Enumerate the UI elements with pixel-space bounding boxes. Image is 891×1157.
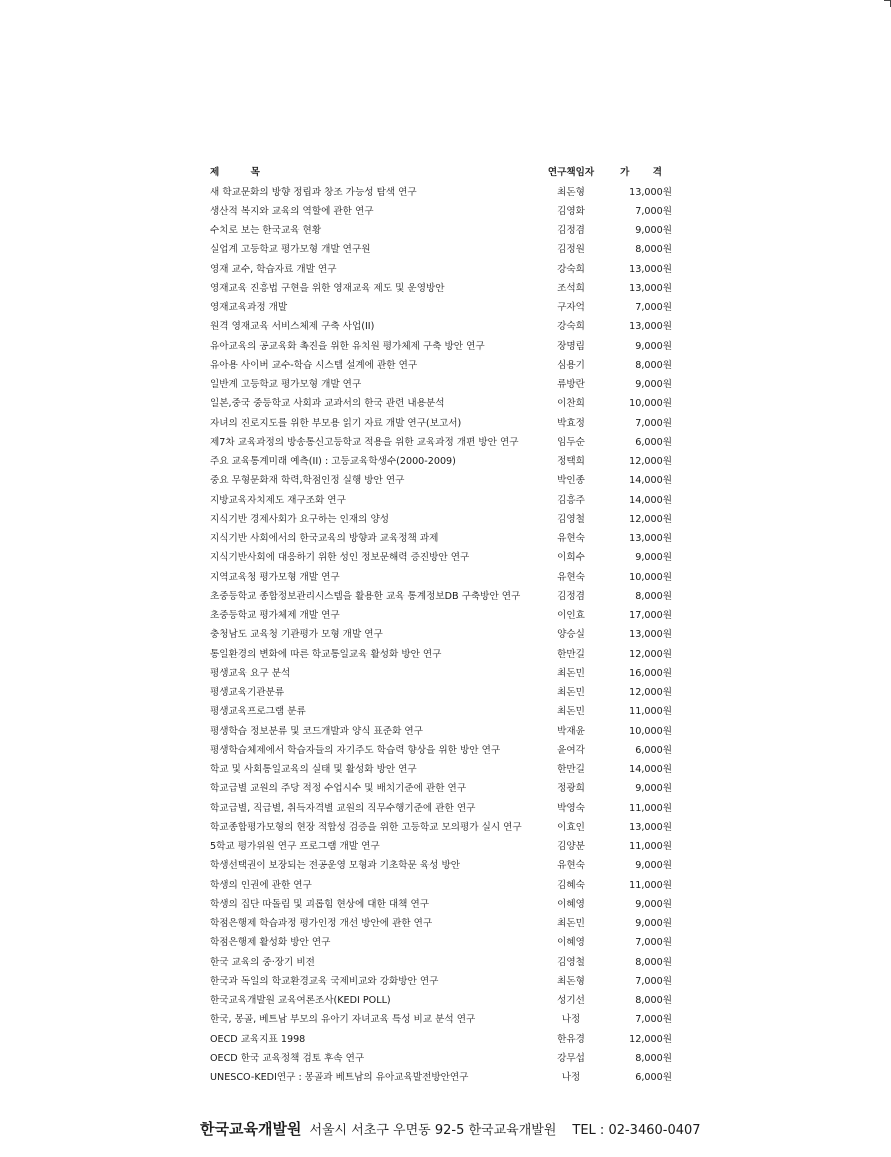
item-price: 8,000원 — [635, 359, 672, 371]
item-price: 8,000원 — [635, 590, 672, 602]
item-price: 11,000원 — [629, 706, 672, 718]
item-price: 8,000원 — [635, 995, 672, 1007]
list-item — [210, 181, 672, 200]
item-author: 김혜숙 — [557, 879, 585, 891]
item-author: 류방란 — [557, 379, 585, 391]
item-author: 최돈민 — [557, 918, 585, 930]
item-price: 11,000원 — [629, 841, 672, 853]
item-title: 평생교육 요구 분석 — [210, 667, 291, 679]
item-title: 한국과 독일의 학교환경교육 국제비교와 강화방안 연구 — [210, 975, 439, 987]
item-title: 영재교육과정 개발 — [210, 302, 288, 314]
item-price: 9,000원 — [635, 860, 672, 872]
item-title: 한국, 몽골, 베트남 부모의 유아기 자녀교육 특성 비교 분석 연구 — [210, 1014, 476, 1026]
item-price: 9,000원 — [635, 340, 672, 352]
list-item — [210, 624, 672, 643]
item-author: 유현숙 — [557, 533, 585, 545]
list-item — [210, 701, 672, 720]
list-item — [210, 739, 672, 758]
item-author: 이찬희 — [557, 398, 585, 410]
item-title: 학교종합평가모형의 현장 적합성 검증을 위한 고등학교 모의평가 실시 연구 — [210, 821, 522, 833]
item-author: 박인종 — [557, 475, 585, 487]
list-item — [210, 528, 672, 547]
item-price: 8,000원 — [635, 956, 672, 968]
item-author: 정광희 — [557, 783, 585, 795]
item-author: 강숙희 — [557, 263, 585, 275]
item-author: 이인효 — [557, 610, 585, 622]
list-item — [210, 470, 672, 489]
item-price: 13,000원 — [629, 186, 672, 198]
list-item — [210, 932, 672, 951]
item-price: 12,000원 — [629, 456, 672, 468]
item-price: 13,000원 — [629, 821, 672, 833]
item-author: 최돈형 — [557, 975, 585, 987]
header-title: 제 목 — [210, 167, 274, 178]
list-item — [210, 1047, 672, 1066]
list-item — [210, 431, 672, 450]
item-title: 학점은행제 활성화 방안 연구 — [210, 937, 331, 949]
list-item — [210, 893, 672, 912]
item-author: 최돈민 — [557, 706, 585, 718]
item-author: 김흥주 — [557, 494, 585, 506]
item-author: 박영숙 — [557, 802, 585, 814]
item-author: 박재윤 — [557, 725, 585, 737]
item-title: 초중등학교 종합정보관리시스템을 활용한 교육 통계정보DB 구축방안 연구 — [210, 590, 521, 602]
list-item — [210, 374, 672, 393]
item-title: 평생교육기관분류 — [210, 687, 285, 699]
item-title: 한국교육개발원 교육여론조사(KEDI POLL) — [210, 995, 391, 1007]
item-price: 6,000원 — [635, 436, 672, 448]
item-author: 정택희 — [557, 456, 585, 468]
list-item — [210, 759, 672, 778]
item-author: 이혜영 — [557, 937, 585, 949]
item-price: 12,000원 — [629, 648, 672, 660]
item-author: 김정겸 — [557, 590, 585, 602]
item-author: 나정 — [561, 1014, 581, 1026]
item-author: 최돈형 — [557, 186, 585, 198]
item-author: 강무섭 — [557, 1052, 585, 1064]
item-author: 한만길 — [557, 648, 585, 660]
list-item — [210, 412, 672, 431]
item-title: 학생의 집단 따돌림 및 괴롭힘 현상에 대한 대책 연구 — [210, 898, 430, 910]
list-item — [210, 200, 672, 219]
item-author: 김영철 — [557, 513, 585, 525]
crop-mark — [884, 0, 891, 7]
footer-address: 서울시 서초구 우면동 92-5 한국교육개발원 — [309, 1123, 557, 1138]
list-rows — [210, 181, 672, 1086]
item-title: 학교급별 교원의 주당 적정 수업시수 및 배치기준에 관한 연구 — [210, 783, 467, 795]
item-price: 9,000원 — [635, 552, 672, 564]
item-price: 10,000원 — [629, 725, 672, 737]
footer-tel: TEL : 02-3460-0407 — [572, 1123, 701, 1138]
item-title: 자녀의 진로지도를 위한 부모용 읽기 자료 개발 연구(보고서) — [210, 417, 462, 429]
item-price: 6,000원 — [635, 1072, 672, 1084]
item-author: 윤여각 — [557, 744, 585, 756]
item-price: 12,000원 — [629, 1033, 672, 1045]
item-title: UNESCO-KEDI연구 : 몽골과 베트남의 유아교육발전방안연구 — [210, 1072, 469, 1084]
list-item — [210, 836, 672, 855]
item-price: 7,000원 — [635, 205, 672, 217]
item-price: 11,000원 — [629, 802, 672, 814]
list-item — [210, 585, 672, 604]
item-title: 영재 교수, 학습자료 개발 연구 — [210, 263, 337, 275]
item-title: 수치로 보는 한국교육 현황 — [210, 225, 322, 237]
list-item — [210, 316, 672, 335]
footer — [200, 1118, 701, 1139]
list-item — [210, 951, 672, 970]
item-price: 10,000원 — [629, 398, 672, 410]
item-price: 9,000원 — [635, 918, 672, 930]
item-title: 생산적 복지와 교육의 역할에 관한 연구 — [210, 205, 374, 217]
list-item — [210, 816, 672, 835]
item-price: 12,000원 — [629, 513, 672, 525]
item-author: 강숙희 — [557, 321, 585, 333]
item-title: 학교 및 사회통일교육의 실태 및 활성화 방안 연구 — [210, 764, 417, 776]
list-item — [210, 1028, 672, 1047]
item-author: 최돈민 — [557, 667, 585, 679]
list-item — [210, 547, 672, 566]
item-price: 9,000원 — [635, 898, 672, 910]
list-item — [210, 874, 672, 893]
list-item — [210, 605, 672, 624]
list-item — [210, 797, 672, 816]
list-item — [210, 970, 672, 989]
item-title: 중요 무형문화재 학력,학점인정 실행 방안 연구 — [210, 475, 405, 487]
item-title: 실업계 고등학교 평가모형 개발 연구원 — [210, 244, 371, 256]
item-author: 조석희 — [557, 282, 585, 294]
item-author: 이희수 — [557, 552, 585, 564]
list-item — [210, 239, 672, 258]
header-author: 연구책임자 — [547, 167, 595, 178]
item-author: 한유경 — [557, 1033, 585, 1045]
list-item — [210, 1009, 672, 1028]
list-item — [210, 354, 672, 373]
list-item — [210, 393, 672, 412]
item-author: 이혜영 — [557, 898, 585, 910]
item-author: 한만길 — [557, 764, 585, 776]
item-author: 최돈민 — [557, 687, 585, 699]
item-price: 13,000원 — [629, 321, 672, 333]
item-title: 지식기반 사회에서의 한국교육의 방향과 교육정책 과제 — [210, 533, 439, 545]
item-title: 유아교육의 공교육화 촉진을 위한 유치원 평가체제 구축 방안 연구 — [210, 340, 485, 352]
list-item — [210, 335, 672, 354]
list-item — [210, 913, 672, 932]
item-price: 11,000원 — [629, 879, 672, 891]
item-price: 9,000원 — [635, 225, 672, 237]
item-price: 7,000원 — [635, 302, 672, 314]
list-item — [210, 682, 672, 701]
item-title: 지방교육자치제도 재구조화 연구 — [210, 494, 346, 506]
item-author: 김양분 — [557, 841, 585, 853]
item-price: 13,000원 — [629, 629, 672, 641]
header-price: 가 격 — [620, 167, 672, 178]
list-item — [210, 662, 672, 681]
item-title: 평생교육프로그램 분류 — [210, 706, 306, 718]
item-author: 김영화 — [557, 205, 585, 217]
item-title: 학점은행제 학습과정 평가인정 개선 방안에 관한 연구 — [210, 918, 433, 930]
item-title: 영재교육 진흥법 구현을 위한 영재교육 제도 및 운영방안 — [210, 282, 445, 294]
item-title: 유아용 사이버 교수-학습 시스템 설계에 관한 연구 — [210, 359, 418, 371]
item-title: 평생학습체제에서 학습자들의 자기주도 학습력 향상을 위한 방안 연구 — [210, 744, 501, 756]
item-title: 일반계 고등학교 평가모형 개발 연구 — [210, 379, 362, 391]
publication-list — [210, 161, 672, 1086]
item-title: OECD 교육지표 1998 — [210, 1033, 306, 1045]
item-price: 13,000원 — [629, 533, 672, 545]
item-author: 성기선 — [557, 995, 585, 1007]
item-title: 한국 교육의 중·장기 비전 — [210, 956, 315, 968]
footer-org: 한국교육개발원 — [200, 1120, 302, 1138]
item-title: 학생선택권이 보장되는 전공운영 모형과 기초학문 육성 방안 — [210, 860, 460, 872]
item-author: 김정원 — [557, 244, 585, 256]
item-author: 임두순 — [557, 436, 585, 448]
item-author: 유현숙 — [557, 571, 585, 583]
item-price: 7,000원 — [635, 417, 672, 429]
item-price: 7,000원 — [635, 1014, 672, 1026]
list-item — [210, 220, 672, 239]
list-item — [210, 508, 672, 527]
item-price: 8,000원 — [635, 1052, 672, 1064]
item-price: 16,000원 — [629, 667, 672, 679]
item-title: 학교급별, 직급별, 취득자격별 교원의 직무수행기준에 관한 연구 — [210, 802, 476, 814]
item-author: 나정 — [561, 1072, 581, 1084]
item-title: 평생학습 정보분류 및 코드개발과 양식 표준화 연구 — [210, 725, 423, 737]
item-price: 13,000원 — [629, 263, 672, 275]
list-item — [210, 258, 672, 277]
list-item — [210, 643, 672, 662]
item-title: OECD 한국 교육정책 검토 후속 연구 — [210, 1052, 365, 1064]
item-price: 7,000원 — [635, 937, 672, 949]
item-title: 원격 영재교육 서비스체제 구축 사업(II) — [210, 321, 375, 333]
item-price: 8,000원 — [635, 244, 672, 256]
item-title: 제7차 교육과정의 방송통신고등학교 적용을 위한 교육과정 개편 방안 연구 — [210, 436, 519, 448]
list-item — [210, 990, 672, 1009]
item-price: 9,000원 — [635, 379, 672, 391]
item-title: 주요 교육통계미래 예측(II) : 고등교육학생수(2000-2009) — [210, 456, 456, 468]
item-author: 김정겸 — [557, 225, 585, 237]
item-price: 9,000원 — [635, 783, 672, 795]
list-item — [210, 720, 672, 739]
item-title: 통일환경의 변화에 따른 학교통일교육 활성화 방안 연구 — [210, 648, 442, 660]
list-item — [210, 489, 672, 508]
list-item — [210, 778, 672, 797]
item-price: 12,000원 — [629, 687, 672, 699]
item-title: 5학교 평가위원 연구 프로그램 개발 연구 — [210, 841, 380, 853]
item-author: 유현숙 — [557, 860, 585, 872]
item-author: 이효인 — [557, 821, 585, 833]
item-author: 구자억 — [557, 302, 585, 314]
item-price: 14,000원 — [629, 494, 672, 506]
item-author: 심용기 — [557, 359, 585, 371]
list-item — [210, 277, 672, 296]
item-author: 박효정 — [557, 417, 585, 429]
item-title: 학생의 인권에 관한 연구 — [210, 879, 312, 891]
item-title: 초중등학교 평가체제 개발 연구 — [210, 610, 340, 622]
item-price: 17,000원 — [629, 610, 672, 622]
item-title: 지식기반사회에 대응하기 위한 성인 정보문해력 증진방안 연구 — [210, 552, 470, 564]
item-title: 일본,중국 중등학교 사회과 교과서의 한국 관련 내용분석 — [210, 398, 445, 410]
item-price: 6,000원 — [635, 744, 672, 756]
list-item — [210, 1067, 672, 1086]
item-author: 양승실 — [557, 629, 585, 641]
list-item — [210, 451, 672, 470]
item-author: 장명림 — [557, 340, 585, 352]
list-item — [210, 297, 672, 316]
list-item — [210, 855, 672, 874]
item-author: 김영철 — [557, 956, 585, 968]
item-price: 13,000원 — [629, 282, 672, 294]
item-title: 지식기반 경제사회가 요구하는 인재의 양성 — [210, 513, 390, 525]
item-title: 충청남도 교육청 기관평가 모형 개발 연구 — [210, 629, 383, 641]
item-price: 10,000원 — [629, 571, 672, 583]
list-item — [210, 566, 672, 585]
list-header — [210, 161, 672, 181]
item-price: 14,000원 — [629, 764, 672, 776]
item-title: 새 학교문화의 방향 정립과 창조 가능성 탐색 연구 — [210, 186, 417, 198]
item-price: 7,000원 — [635, 975, 672, 987]
item-title: 지역교육청 평가모형 개발 연구 — [210, 571, 340, 583]
item-price: 14,000원 — [629, 475, 672, 487]
